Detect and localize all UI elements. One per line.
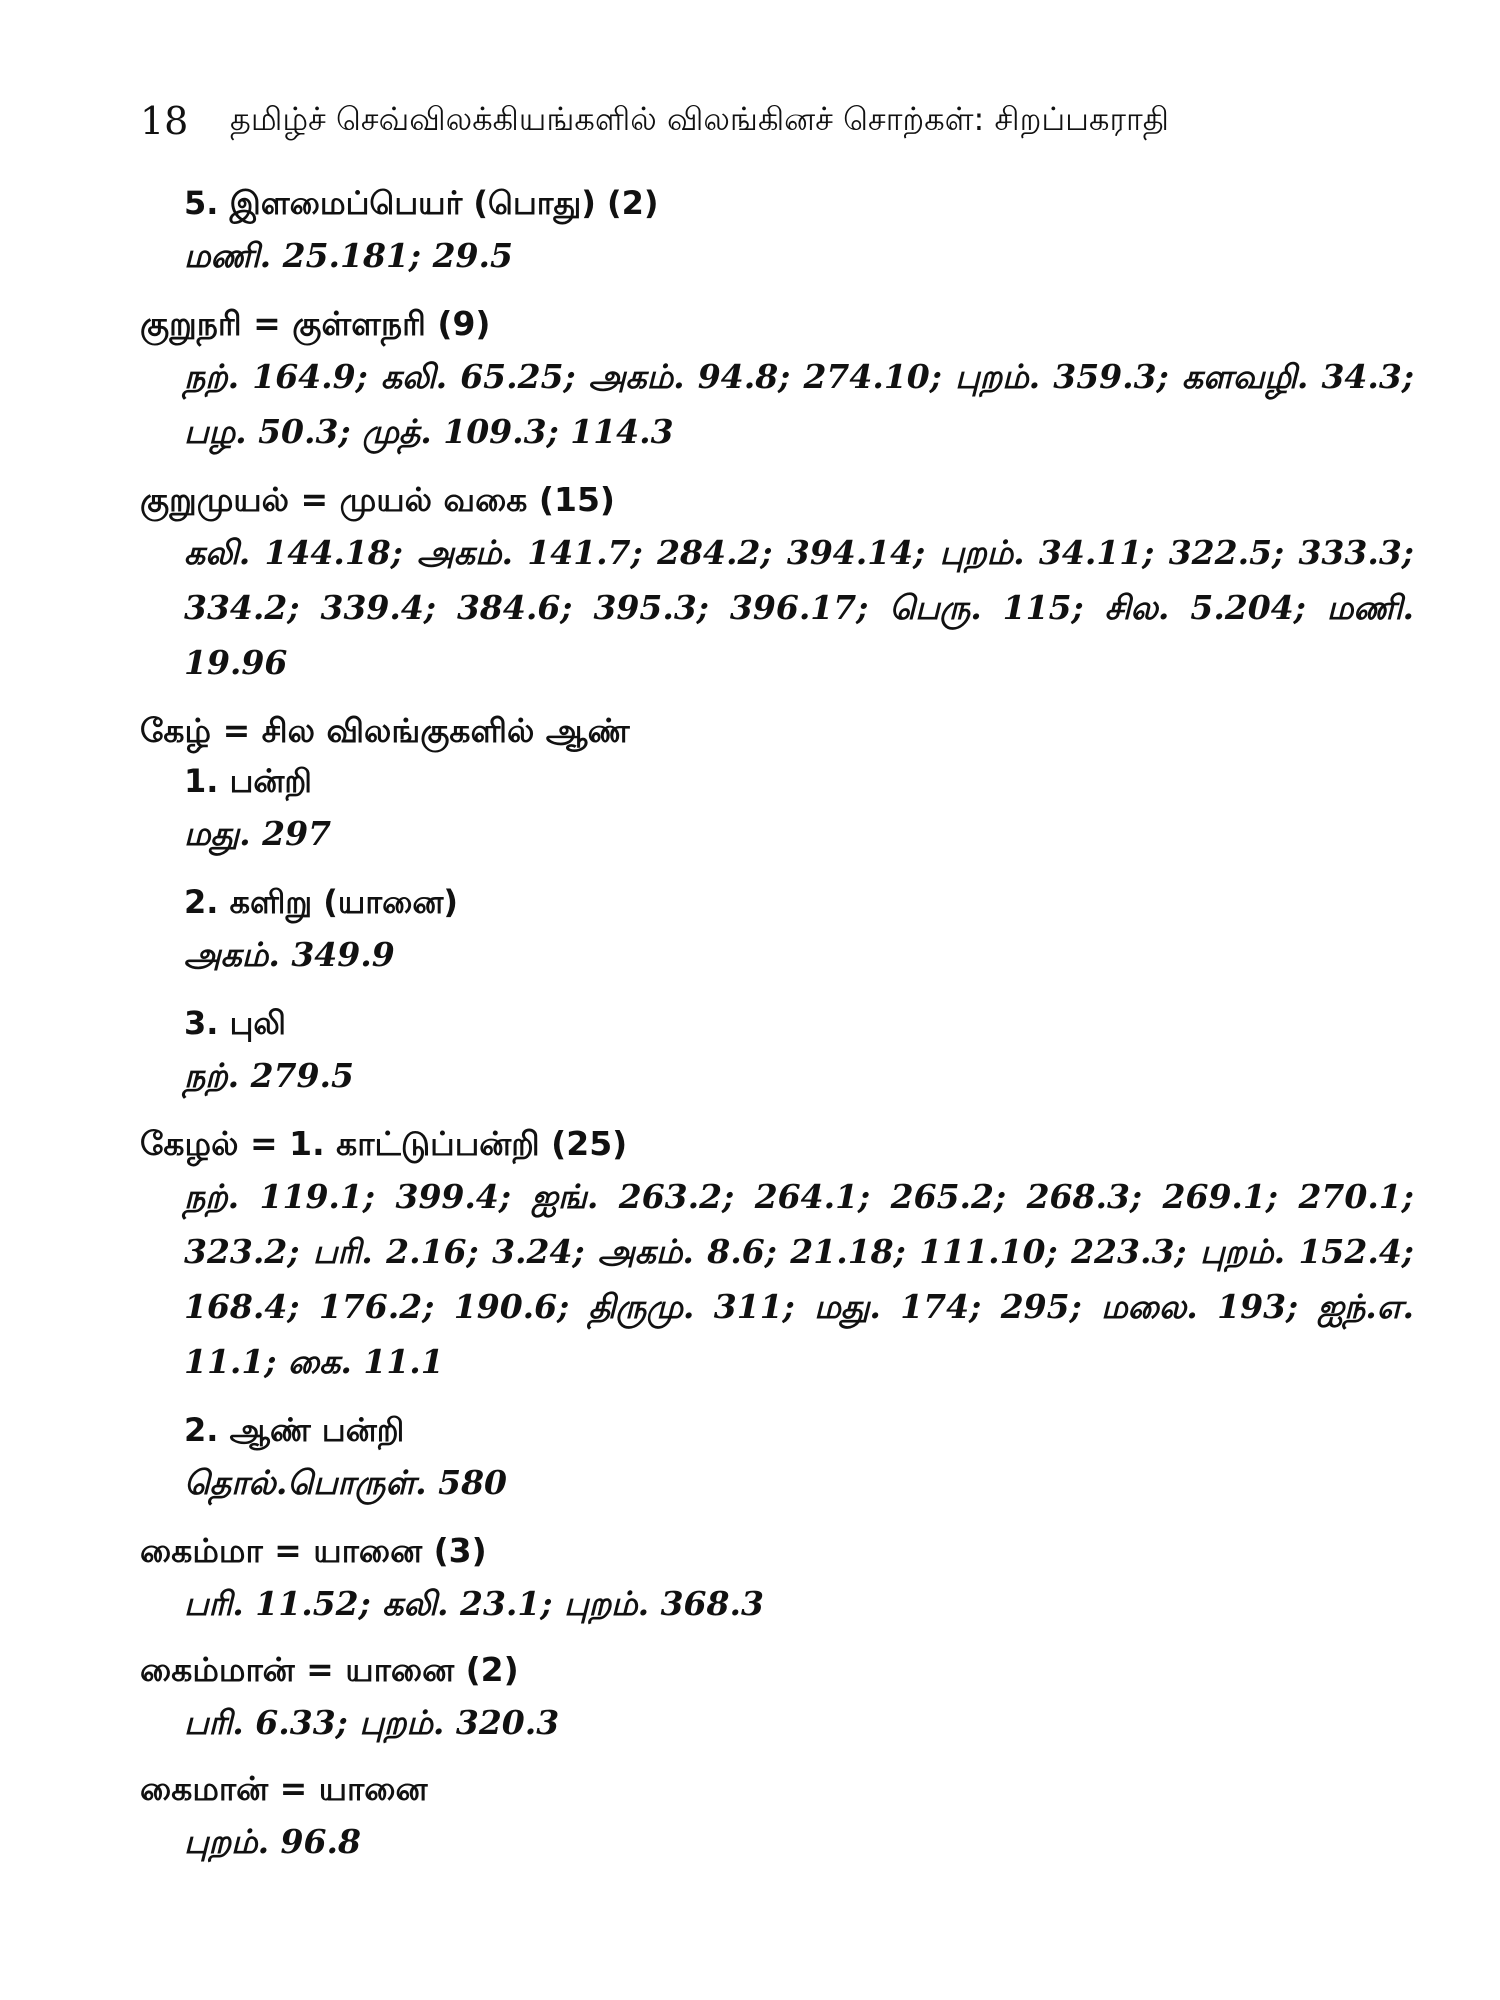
sense-heading: 2. ஆண் பன்றி <box>184 1411 405 1449</box>
entry-references: பரி. 11.52; கலி. 23.1; புறம். 368.3 <box>184 1584 764 1623</box>
sense-references: அகம். 349.9 <box>184 935 395 974</box>
dictionary-entry <box>140 1645 1420 1750</box>
entry-continuation <box>140 178 1420 283</box>
entry-references: நற். 119.1; 399.4; ஐங். 263.2; 264.1; 265.2; 268.3; 269.1; 270.1; 323.2; பரி. 2.16; 3.24; அகம். 8.6; 21.18; 111.10; 223.3; புறம். 152.4; 168.4; 176.2; 190.6; திருமு. 311; மது. 174; 295; மலை. 193; ஐந்.எ. 11.1; கை. 11.1 <box>184 1177 1414 1381</box>
page-number: 18 <box>140 99 189 143</box>
dictionary-entry <box>140 1119 1420 1510</box>
entry-references: புறம். 96.8 <box>184 1822 361 1861</box>
dictionary-entry <box>140 706 1420 1103</box>
sense-item <box>184 178 1420 283</box>
entry-references: நற். 164.9; கலி. 65.25; அகம். 94.8; 274.10; புறம். 359.3; களவழி. 34.3; பழ. 50.3; முத். 109.3; 114.3 <box>184 357 1414 451</box>
entry-headword: கேழ் = சில விலங்குகளில் ஆண் <box>140 711 630 750</box>
dictionary-entry <box>140 299 1420 459</box>
entry-headword: கைமான் = யானை <box>140 1769 428 1808</box>
entry-references: கலி. 144.18; அகம். 141.7; 284.2; 394.14; புறம். 34.11; 322.5; 333.3; 334.2; 339.4; 384.6; 395.3; 396.17; பெரு. 115; சில. 5.204; மணி. 19.96 <box>184 533 1414 682</box>
dictionary-entry <box>140 475 1420 690</box>
sense-references: தொல்.பொருள். 580 <box>184 1463 508 1502</box>
dictionary-entry <box>140 1764 1420 1869</box>
entry-references: பரி. 6.33; புறம். 320.3 <box>184 1703 560 1742</box>
sense-references: மது. 297 <box>184 814 332 853</box>
sense-heading: 5. இளமைப்பெயர் (பொது) (2) <box>184 184 659 222</box>
entry-headword: கேழல் = 1. காட்டுப்பன்றி (25) <box>140 1124 628 1163</box>
entry-headword: கைம்மா = யானை (3) <box>140 1531 487 1570</box>
running-header <box>140 96 1400 146</box>
sense-heading: 3. புலி <box>184 1004 286 1042</box>
entry-list <box>140 178 1420 1883</box>
sense-references: நற். 279.5 <box>184 1056 354 1095</box>
sense-item <box>184 877 1420 982</box>
sense-item <box>184 998 1420 1103</box>
sense-item <box>184 756 1420 861</box>
sense-heading: 2. களிறு (யானை) <box>184 883 459 921</box>
entry-headword: கைம்மான் = யானை (2) <box>140 1650 519 1689</box>
sense-heading: 1. பன்றி <box>184 762 312 800</box>
sense-references: மணி. 25.181; 29.5 <box>184 236 513 275</box>
book-title: தமிழ்ச் செவ்விலக்கியங்களில் விலங்கினச் சொற்கள்: சிறப்பகராதி <box>230 100 1169 138</box>
entry-headword: குறுநரி = குள்ளநரி (9) <box>140 304 491 343</box>
dictionary-entry <box>140 1526 1420 1631</box>
entry-headword: குறுமுயல் = முயல் வகை (15) <box>140 480 615 519</box>
sense-item <box>184 1405 1420 1510</box>
